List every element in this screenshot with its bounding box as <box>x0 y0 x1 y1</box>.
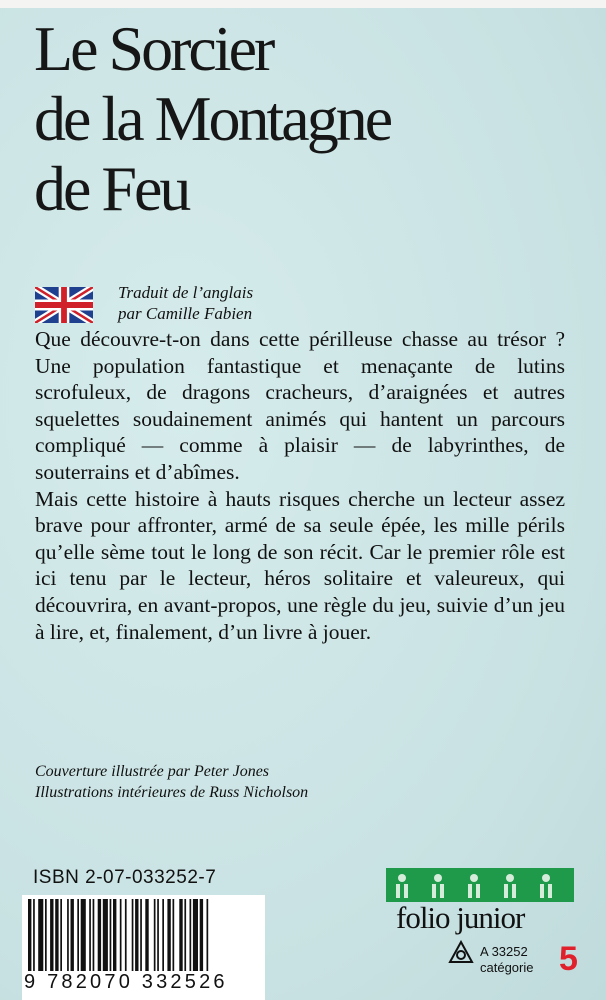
gallimard-emblem-icon <box>448 940 474 966</box>
isbn: ISBN 2-07-033252-7 <box>33 867 217 888</box>
publisher-brand: folio junior <box>396 900 525 935</box>
barcode-number: 9 782070 332526 <box>24 971 264 994</box>
interior-credit: Illustrations intérieures de Russ Nicholson <box>35 784 309 801</box>
barcode <box>22 895 265 1000</box>
uk-flag-icon <box>35 287 93 323</box>
book-summary <box>35 326 565 645</box>
illustration-credits <box>35 761 308 803</box>
translator-line-2: par Camille Fabien <box>118 304 253 323</box>
title-line-1: Le Sorcier <box>34 13 273 84</box>
cover-credit: Couverture illustrée par Peter Jones <box>35 763 270 780</box>
book-title <box>34 14 390 224</box>
translator-line-1: Traduit de l’anglais <box>118 283 254 302</box>
catalog-number: A 33252 <box>480 944 528 959</box>
category-label: catégorie <box>480 960 534 975</box>
summary-paragraph-2: Mais cette histoire à hauts risques cherche un lecteur assez brave pour affronter, armé de sa seule épée, les mille périls qu’elle sème tout le long de son récit. Car le premier rôle est ici tenu par le lecteur, héros solitaire et valeureux, qui découvrira, en avant-propos, une règle du jeu, suivie d’un jeu à lire, et, finalement, d’un livre à jouer. <box>35 486 565 644</box>
title-line-3: de Feu <box>34 153 189 224</box>
title-line-2: de la Montagne <box>34 83 391 154</box>
summary-paragraph-1: Que découvre-t-on dans cette périlleuse chasse au trésor ? Une population fantastique et menaçante de lutins scrofuleux, de dragons cracheurs, d’araignées et autres squelettes soudainement animés qui hantent un parcours compliqué — comme à plaisir — de labyrinthes, de souterrains et d’abîmes. <box>35 327 565 484</box>
page-edge <box>0 0 606 8</box>
translator-credit <box>118 282 253 324</box>
catalog-code <box>480 944 533 976</box>
folio-junior-logo-strip <box>386 868 574 902</box>
category-number: 5 <box>559 940 578 978</box>
barcode-bars <box>22 895 265 975</box>
